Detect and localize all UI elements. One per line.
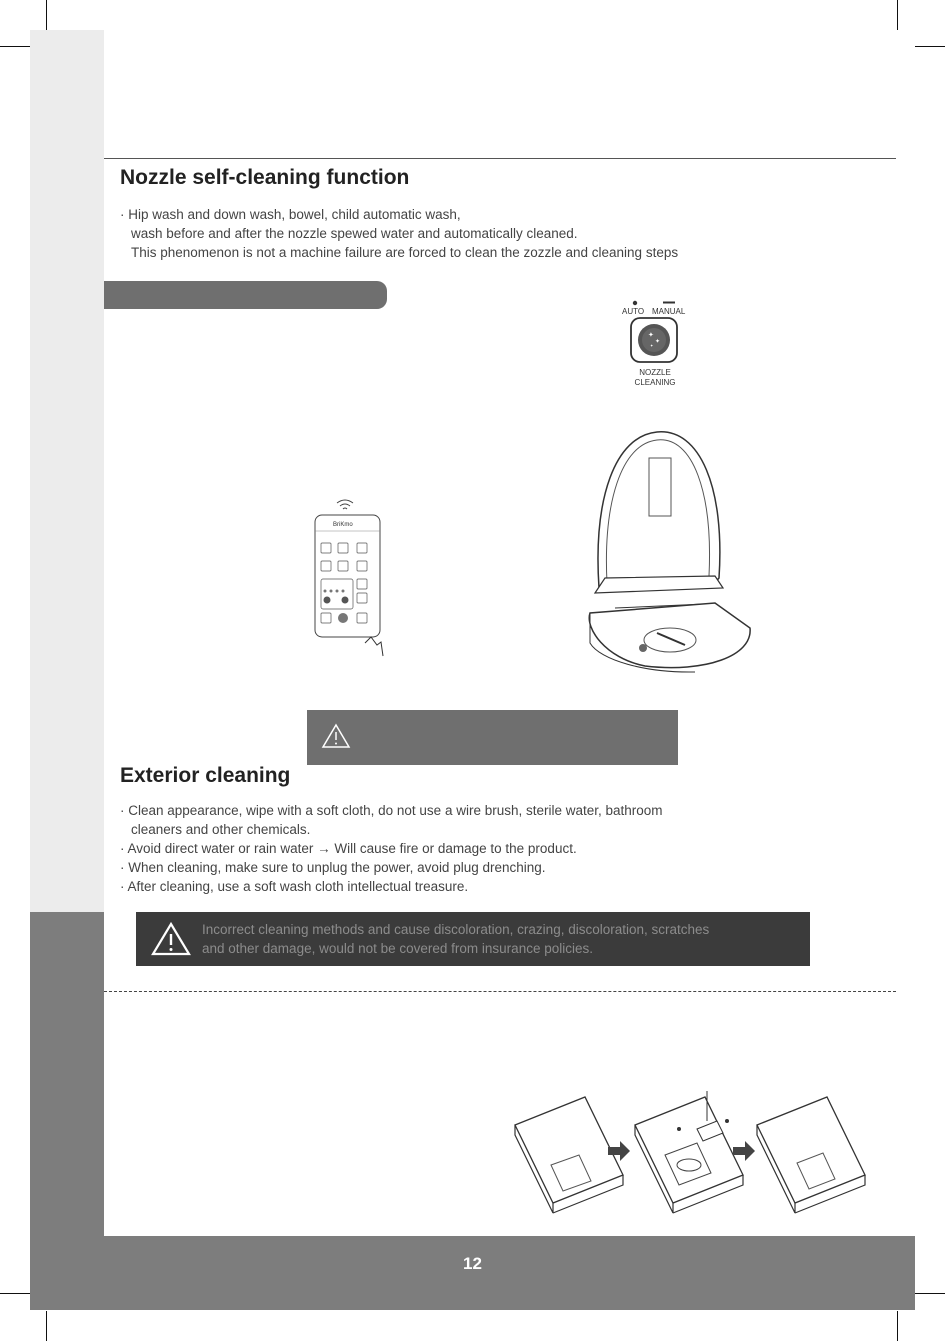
remote-back-replaced [757,1097,865,1213]
exterior-line: · After cleaning, use a soft wash cloth intellectual treasure. [120,879,469,894]
toilet-seat-illustration [585,428,755,688]
exterior-line: · Clean appearance, wipe with a soft cloth, do not use a wire brush, sterile water, bathroom [120,803,663,818]
manual-label: MANUAL [652,307,686,316]
remote-back-open [635,1091,743,1213]
auto-label: AUTO [622,307,645,316]
caution-triangle-icon [151,922,191,956]
nozzle-description [120,205,678,262]
warning-bar [307,710,678,765]
remote-control-illustration [305,495,405,665]
caution-text [202,920,709,958]
remote-back-closed [515,1097,623,1213]
exterior-line: · When cleaning, make sure to unplug the power, avoid plug drenching. [120,860,546,875]
section-divider [104,991,896,992]
crop-mark [0,1293,30,1294]
exterior-description [120,801,663,896]
section-title-nozzle: Nozzle self-cleaning function [120,166,410,189]
section-title-exterior: Exterior cleaning [120,764,291,787]
nozzle-cleaning-label: NOZZLE CLEANING [634,368,676,387]
crop-mark [915,46,945,47]
svg-text:✦: ✦ [650,343,654,348]
top-rule [104,158,896,159]
exterior-line: cleaners and other chemicals. [131,822,311,837]
battery-replacement-illustration [505,1085,865,1215]
page-number: 12 [463,1254,482,1273]
caution-line: Incorrect cleaning methods and cause discoloration, crazing, discoloration, scratches [202,922,710,937]
exterior-line: · Avoid direct water or rain water → Will cause fire or damage to the product. [120,841,577,856]
side-strip [30,30,104,912]
remote-brand: BriKmo [333,522,353,528]
nozzle-line: This phenomenon is not a machine failure are forced to clean the zozzle and cleaning steps [131,245,679,260]
crop-mark [897,1311,898,1341]
crop-mark [897,0,898,30]
crop-mark [0,46,30,47]
step-heading-bar [104,281,387,309]
svg-text:✦: ✦ [655,339,661,345]
svg-text:✦: ✦ [648,332,654,339]
crop-mark [915,1293,945,1294]
caution-line: and other damage, would not be covered from insurance policies. [202,941,593,956]
crop-mark [46,0,47,30]
nozzle-cleaning-button-icon [626,300,686,360]
nozzle-line: · Hip wash and down wash, bowel, child automatic wash, [120,207,461,222]
nozzle-line: wash before and after the nozzle spewed water and automatically cleaned. [131,226,578,241]
crop-mark [46,1311,47,1341]
warning-triangle-icon [321,723,351,749]
